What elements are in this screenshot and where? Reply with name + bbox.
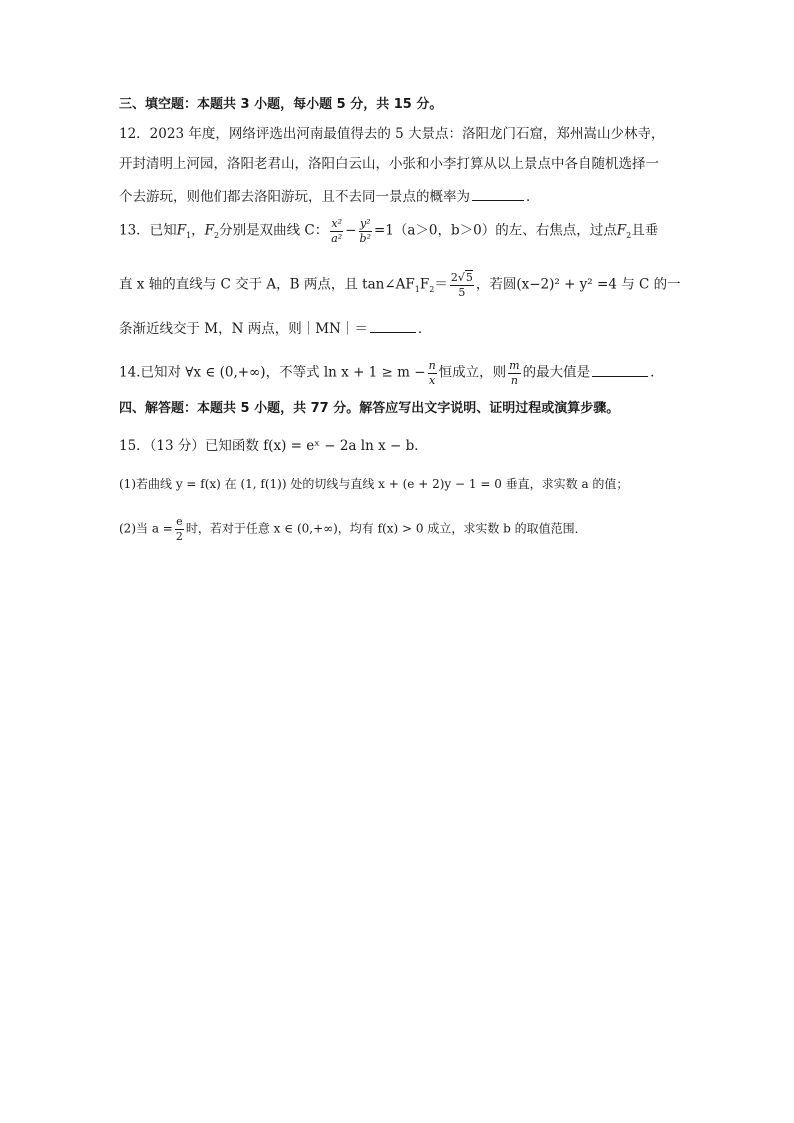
q13-frac2-num: y² [359,217,371,230]
q13-line2-eq: ＝ [434,276,448,293]
q13-f2b-sub: 2 [626,231,632,241]
q13-frac1-den: a² [331,231,343,245]
q15-stem: 15．（13 分）已知函数 f(x) = eˣ − 2a ln x − b． [119,438,428,454]
q12-line-1: 12．2023 年度，网络评选出河南最值得去的 5 大景点：洛阳龙门石窟，郑州嵩山少林寺， [119,126,665,142]
q13-line2-sub2: 2 [429,285,435,295]
q12-line-3-text: 个去游玩，则他们都去洛阳游玩，且不去同一景点的概率为 [119,189,470,205]
q14-frac2-den: n [510,373,518,387]
q13-f1-sub: 1 [186,231,192,241]
q13-prefix: 13．已知 [119,222,177,239]
q13-cond: =1（a＞0，b＞0）的左、右焦点，过点 [373,222,617,239]
q15-part-2 [119,516,734,542]
q13-frac3-num-b: 5 [465,271,473,284]
q13-fraction-x [330,218,343,244]
q14-a: 14.已知对 ∀x ∈ (0,+∞)，不等式 ln x + 1 ≥ m − [119,364,426,381]
q15-p2-b: 时，若对于任意 x ∈ (0,+∞)，均有 f(x) > 0 成立，求实数 b 的取值范围． [185,521,587,536]
q13-frac3-num-a: 2 [450,271,458,284]
q14-frac2-num: m [509,359,520,372]
q13-minus: − [345,222,357,239]
q13-end1: 且垂 [631,222,659,239]
q14-line [119,360,734,386]
q13-frac2-den: b² [359,231,371,245]
q13-line-3 [119,320,734,337]
q13-f2: F [204,222,215,239]
q13-f2-sub: 2 [214,231,220,241]
q13-f1: F [176,222,187,239]
q15-frac-num: e [176,515,183,528]
q13-line-2 [119,272,734,298]
q13-line2-sub1: 1 [414,285,420,295]
q14-b: 恒成立，则 [438,364,507,381]
q14-end: . [650,364,655,381]
q14-frac-num: n [428,359,436,372]
q13-line2-f2: F [419,276,430,293]
q12-line-3-end: ． [526,189,540,205]
q13-sep: ， [191,222,205,239]
q13-line2-b: ，若圆(x−2)² + y² =4 与 C 的一 [475,276,681,293]
q14-answer-blank[interactable] [592,364,648,377]
q13-frac1-num: x² [331,217,343,230]
q13-line3-text: 条渐近线交于 M，N 两点，则｜MN｜＝ [119,321,368,337]
q14-fraction-mn [508,360,520,386]
q14-c: 的最大值是 [522,364,591,381]
q13-frac3-num: 2√5 [450,271,473,284]
q12-line-3 [119,188,734,205]
q15-fraction-e2 [175,516,184,542]
q12-answer-blank[interactable] [472,188,524,201]
q13-line-1 [119,218,734,244]
q15-part-1: (1)若曲线 y = f(x) 在 (1, f(1)) 处的切线与直线 x + (e + 2)y − 1 = 0 垂直，求实数 a 的值； [119,477,629,491]
section-3-heading: 三、填空题：本题共 3 小题，每小题 5 分，共 15 分。 [119,97,443,112]
q13-line3-end: ． [417,321,432,337]
section-4-heading: 四、解答题：本题共 5 小题，共 77 分。解答应写出文字说明、证明过程或演算步骤。 [119,401,620,416]
q13-frac3-den: 5 [458,285,466,299]
q15-frac-den: 2 [175,529,183,543]
q13-line2-a: 直 x 轴的直线与 C 交于 A，B 两点，且 tan∠AF [119,276,415,293]
q14-fraction-nx [428,360,437,386]
q13-fraction-tan [450,272,474,298]
q12-line-2: 开封清明上河园，洛阳老君山，洛阳白云山，小张和小李打算从以上景点中各自随机选择一 [119,156,659,172]
q13-answer-blank[interactable] [370,320,416,333]
q14-frac-den: x [429,373,436,387]
q13-f2b: F [616,222,627,239]
q15-p2-a: (2)当 a = [119,521,173,536]
q13-fraction-y [359,218,372,244]
q13-mid: 分别是双曲线 C： [219,222,329,239]
